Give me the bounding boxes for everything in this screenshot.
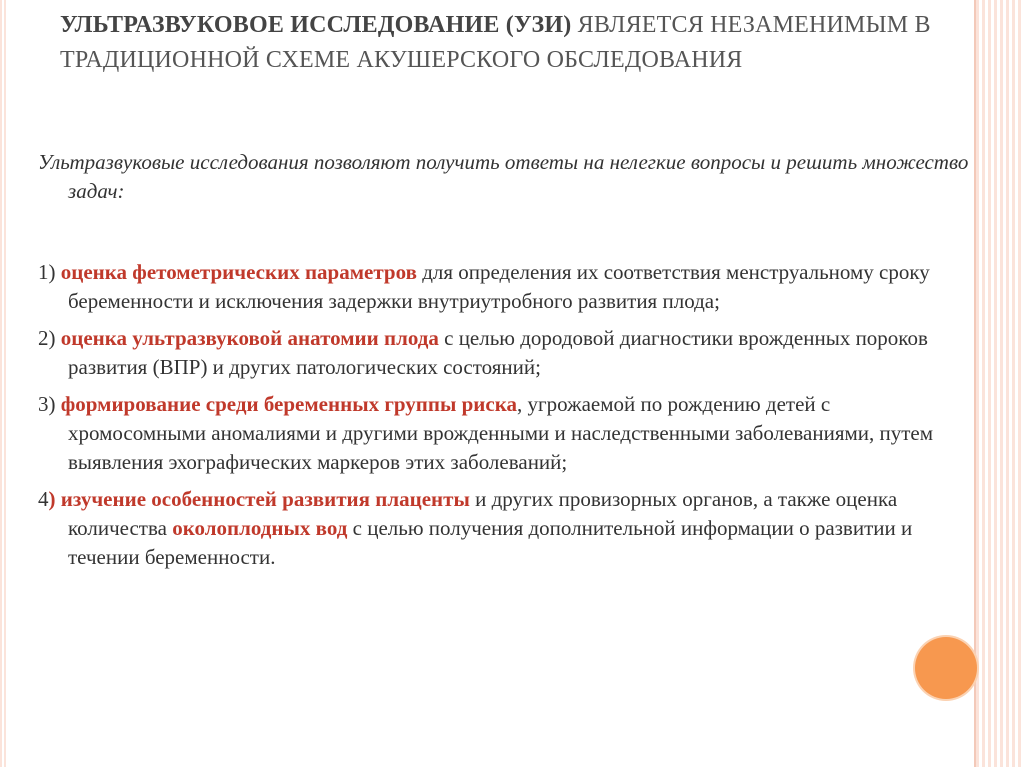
- slide-title-rest: ЯВЛЯЕТСЯ НЕЗАМЕНИМЫМ В ТРАДИЦИОННОЙ СХЕМЕ АКУШЕРСКОГО ОБСЛЕДОВАНИЯ: [60, 12, 931, 73]
- item-text: для определения их соответствия менструальному сроку беременности и исключения задержки внутриутробного развития плода;: [68, 260, 930, 313]
- item-highlight: оценка фетометрических параметров: [60, 260, 417, 284]
- list-item: [38, 390, 968, 477]
- item-text-secondary: с целью получения дополнительной информации о развитии и течении беременности.: [68, 516, 913, 569]
- item-highlight: оценка ультразвуковой анатомии плода: [60, 326, 439, 350]
- item-text: и других провизорных органов, а также оценка количества: [68, 487, 898, 540]
- list-item: [38, 258, 968, 316]
- item-number: 2): [38, 326, 61, 350]
- slide-title-bold: УЛЬТРАЗВУКОВОЕ ИССЛЕДОВАНИЕ (УЗИ): [60, 12, 572, 38]
- intro-paragraph: Ультразвуковые исследования позволяют получить ответы на нелегкие вопросы и решить множество задач:: [38, 150, 969, 203]
- item-text: с целью дородовой диагностики врожденных пороков развития (ВПР) и других патологических состояний;: [68, 326, 928, 379]
- item-highlight-secondary: околоплодных вод: [172, 516, 348, 540]
- orange-circle-decoration: [915, 637, 977, 699]
- item-number: 4: [38, 487, 49, 511]
- task-list: [38, 258, 968, 580]
- item-highlight: ) изучение особенностей развития плаценты: [48, 487, 470, 511]
- slide-title: [60, 8, 960, 78]
- list-item: [38, 485, 968, 572]
- item-text: , угрожаемой по рождению детей с хромосомными аномалиями и другими врожденными и наследственными заболеваниями, путем выявления эхографических маркеров этих заболеваний;: [68, 392, 934, 474]
- list-item: [38, 324, 968, 382]
- item-number: 1): [38, 260, 61, 284]
- right-stripe-decoration: [974, 0, 1024, 767]
- item-number: 3): [38, 392, 61, 416]
- left-stripe-decoration: [0, 0, 6, 767]
- item-highlight: формирование среди беременных группы риска: [60, 392, 518, 416]
